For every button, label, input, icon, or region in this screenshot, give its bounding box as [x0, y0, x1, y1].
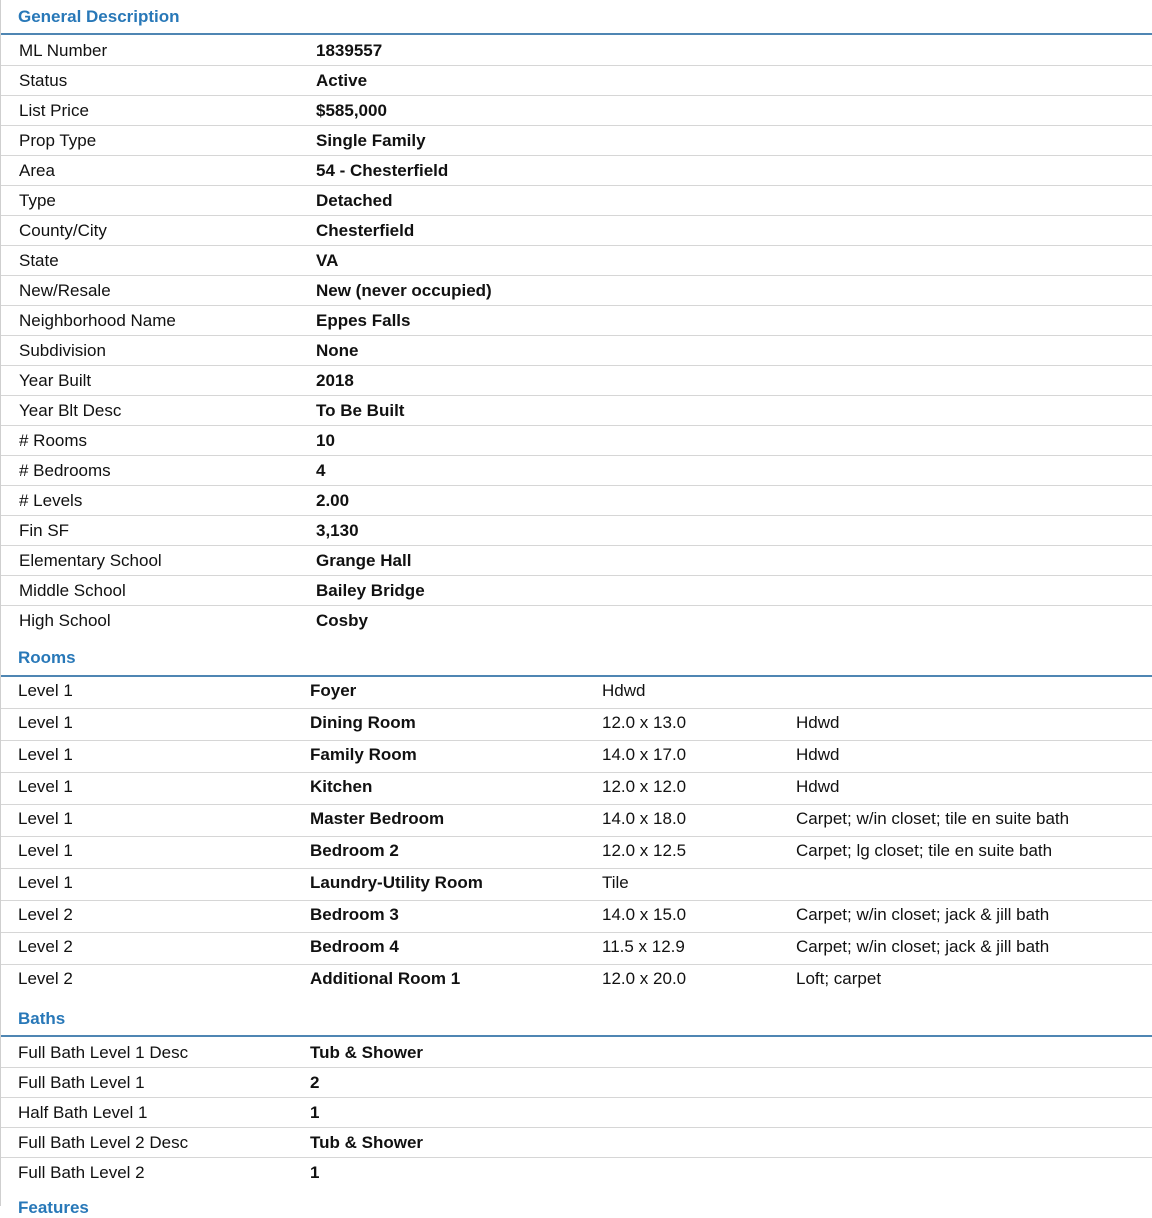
field-label: ML Number [19, 41, 108, 60]
general-row-new-resale [1, 276, 1152, 306]
field-value: Single Family [316, 131, 426, 150]
field-value: 2018 [316, 371, 354, 390]
room-description: Loft; carpet [796, 969, 882, 988]
general-row-middle-school [1, 576, 1152, 606]
general-row-type [1, 186, 1152, 216]
baths-heading: Baths [18, 1009, 66, 1028]
field-value: Tub & Shower [310, 1043, 424, 1062]
room-row-kitchen [1, 773, 1152, 805]
general-row-high-school [1, 606, 1152, 636]
room-dimensions: 14.0 x 17.0 [602, 745, 687, 764]
room-dimensions: 12.0 x 20.0 [602, 969, 687, 988]
field-value: 3,130 [316, 521, 359, 540]
room-level: Level 2 [18, 905, 73, 924]
room-description: Carpet; lg closet; tile en suite bath [796, 841, 1053, 860]
room-level: Level 2 [18, 969, 73, 988]
general-row-year-blt-desc [1, 396, 1152, 426]
room-description: Hdwd [796, 745, 840, 764]
field-value: New (never occupied) [316, 281, 492, 300]
room-name: Laundry-Utility Room [310, 873, 483, 892]
field-value: 1839557 [316, 41, 383, 60]
field-label: State [19, 251, 59, 270]
room-level: Level 1 [18, 713, 73, 732]
room-description: Hdwd [796, 777, 840, 796]
field-label: Type [19, 191, 56, 210]
room-name: Bedroom 3 [310, 905, 399, 924]
general-row-subdivision [1, 336, 1152, 366]
room-level: Level 1 [18, 809, 73, 828]
room-dimensions: 11.5 x 12.9 [602, 937, 685, 956]
field-value: Bailey Bridge [316, 581, 425, 600]
field-value: To Be Built [316, 401, 405, 420]
general-row-levels-count [1, 486, 1152, 516]
field-value: Detached [316, 191, 393, 210]
baths-divider [1, 1035, 1152, 1037]
field-value: 54 - Chesterfield [316, 161, 449, 180]
room-name: Bedroom 4 [310, 937, 399, 956]
room-level: Level 1 [18, 745, 73, 764]
field-value: VA [316, 251, 339, 270]
room-name: Bedroom 2 [310, 841, 399, 860]
field-label: County/City [19, 221, 107, 240]
general-row-area [1, 156, 1152, 186]
room-name: Additional Room 1 [310, 969, 461, 988]
field-value: 10 [316, 431, 335, 450]
general-row-bedrooms-count [1, 456, 1152, 486]
bath-row-full-bath-level-2-desc [1, 1128, 1152, 1158]
room-description: Carpet; w/in closet; tile en suite bath [796, 809, 1070, 828]
general-row-county-city [1, 216, 1152, 246]
field-value: None [316, 341, 359, 360]
field-value: Cosby [316, 611, 368, 630]
field-label: Full Bath Level 1 [18, 1073, 145, 1092]
field-label: Prop Type [19, 131, 97, 150]
field-value: Grange Hall [316, 551, 412, 570]
field-label: Area [19, 161, 55, 180]
room-level: Level 1 [18, 841, 73, 860]
room-dimensions: 12.0 x 13.0 [602, 713, 687, 732]
features-heading: Features [18, 1198, 89, 1217]
field-label: Year Blt Desc [19, 401, 122, 420]
room-dimensions: 14.0 x 18.0 [602, 809, 687, 828]
field-value: Eppes Falls [316, 311, 411, 330]
field-value: 2 [310, 1073, 320, 1092]
field-value: $585,000 [316, 101, 387, 120]
field-label: Full Bath Level 2 Desc [18, 1133, 189, 1152]
general-description-heading: General Description [18, 7, 180, 26]
room-dimensions: 14.0 x 15.0 [602, 905, 687, 924]
field-value: 1 [310, 1163, 320, 1182]
room-row-bedroom-3 [1, 901, 1152, 933]
room-level: Level 1 [18, 681, 73, 700]
room-name: Master Bedroom [310, 809, 445, 828]
room-description: Hdwd [796, 713, 840, 732]
room-dimensions: Hdwd [602, 681, 646, 700]
room-dimensions: 12.0 x 12.5 [602, 841, 687, 860]
general-row-prop-type [1, 126, 1152, 156]
field-label: # Rooms [19, 431, 88, 450]
field-value: 2.00 [316, 491, 350, 510]
room-row-dining-room [1, 709, 1152, 741]
room-name: Dining Room [310, 713, 416, 732]
field-value: Chesterfield [316, 221, 415, 240]
bath-row-half-bath-level-1 [1, 1098, 1152, 1128]
general-row-year-built [1, 366, 1152, 396]
general-row-ml-number [1, 36, 1152, 66]
general-row-fin-sf [1, 516, 1152, 546]
field-label: Subdivision [19, 341, 106, 360]
room-level: Level 1 [18, 777, 73, 796]
field-label: # Levels [19, 491, 83, 510]
field-label: Fin SF [19, 521, 70, 540]
field-label: Elementary School [19, 551, 162, 570]
room-name: Family Room [310, 745, 417, 764]
bath-row-full-bath-level-1 [1, 1068, 1152, 1098]
room-row-bedroom-2 [1, 837, 1152, 869]
room-dimensions: 12.0 x 12.0 [602, 777, 687, 796]
general-row-state [1, 246, 1152, 276]
field-label: Half Bath Level 1 [18, 1103, 148, 1122]
general-row-neighborhood-name [1, 306, 1152, 336]
rooms-heading: Rooms [18, 648, 76, 667]
room-description: Carpet; w/in closet; jack & jill bath [796, 937, 1050, 956]
field-label: Year Built [19, 371, 92, 390]
field-label: New/Resale [19, 281, 111, 300]
room-row-master-bedroom [1, 805, 1152, 837]
room-row-foyer [1, 677, 1152, 709]
room-description: Carpet; w/in closet; jack & jill bath [796, 905, 1050, 924]
general-row-elementary-school [1, 546, 1152, 576]
general-row-status [1, 66, 1152, 96]
general-row-rooms-count [1, 426, 1152, 456]
field-label: Status [19, 71, 68, 90]
room-row-laundry-utility-room [1, 869, 1152, 901]
bath-row-full-bath-level-1-desc [1, 1038, 1152, 1068]
room-name: Kitchen [310, 777, 373, 796]
field-label: Neighborhood Name [19, 311, 176, 330]
room-level: Level 1 [18, 873, 73, 892]
field-label: Middle School [19, 581, 126, 600]
room-name: Foyer [310, 681, 357, 700]
field-value: 1 [310, 1103, 320, 1122]
general-row-list-price [1, 96, 1152, 126]
room-row-bedroom-4 [1, 933, 1152, 965]
room-level: Level 2 [18, 937, 73, 956]
bath-row-full-bath-level-2 [1, 1158, 1152, 1188]
field-label: List Price [19, 101, 89, 120]
field-value: Tub & Shower [310, 1133, 424, 1152]
field-label: Full Bath Level 2 [18, 1163, 145, 1182]
field-value: 4 [316, 461, 326, 480]
room-row-family-room [1, 741, 1152, 773]
field-value: Active [316, 71, 368, 90]
field-label: Full Bath Level 1 Desc [18, 1043, 189, 1062]
room-row-additional-room-1 [1, 965, 1152, 997]
room-dimensions: Tile [602, 873, 629, 892]
field-label: High School [19, 611, 111, 630]
general-description-divider [1, 33, 1152, 35]
field-label: # Bedrooms [19, 461, 111, 480]
